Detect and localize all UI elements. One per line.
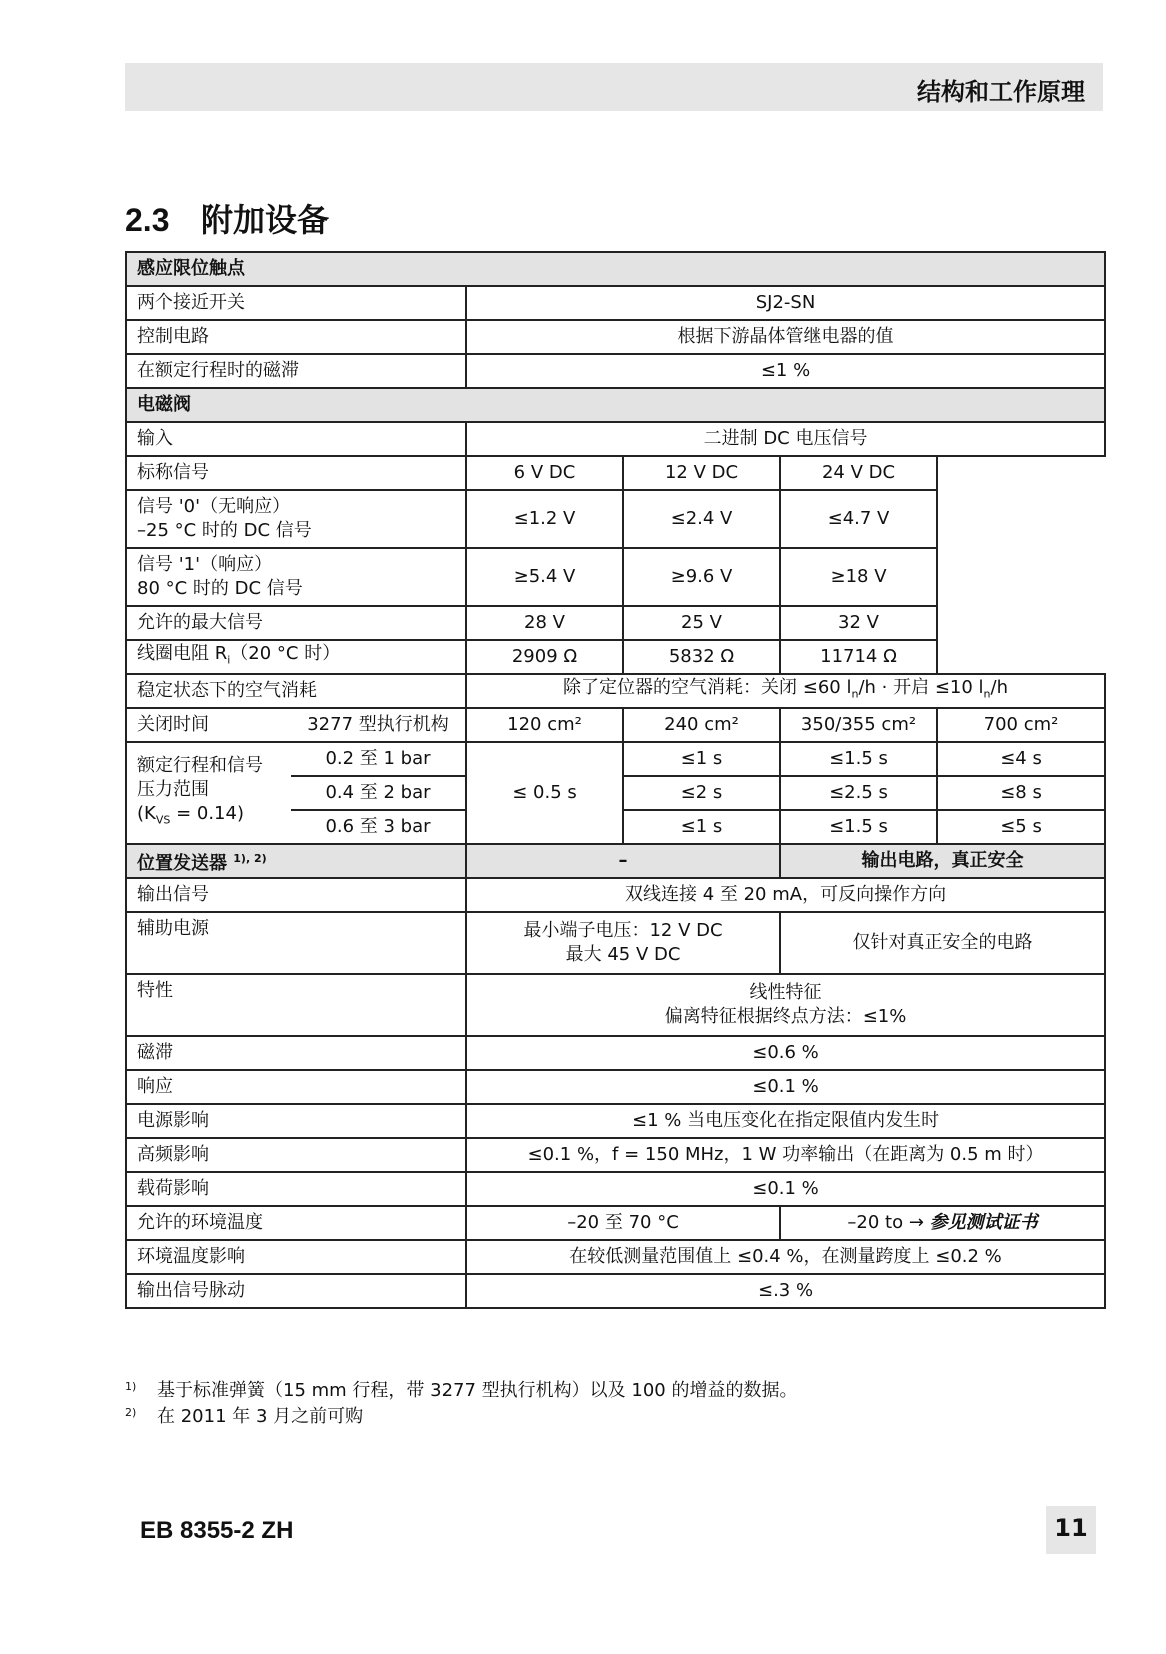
inductive-heading: 感应限位触点	[126, 252, 1105, 286]
aux-label: 辅助电源	[126, 912, 466, 974]
ambinf-label: 环境温度影响	[126, 1240, 466, 1274]
area-value: 350/355 cm²	[780, 708, 937, 742]
table-row	[126, 252, 1105, 286]
nominal-value: 24 V DC	[780, 456, 937, 490]
signal1-label	[126, 548, 466, 606]
control-label: 控制电路	[126, 320, 466, 354]
coil-value: 11714 Ω	[780, 640, 937, 674]
blank-cell	[937, 456, 1105, 674]
control-value: 根据下游晶体管继电器的值	[466, 320, 1105, 354]
nominal-value: 6 V DC	[466, 456, 623, 490]
range-value: 0.6 至 3 bar	[290, 810, 466, 844]
table-row	[126, 1036, 1105, 1070]
header-title: 结构和工作原理	[917, 78, 1085, 106]
transmitter-heading: 位置发送器 $^{1), 2)}$	[126, 844, 466, 878]
signal0-value: ≤2.4 V	[623, 490, 780, 548]
power-value: ≤1 % 当电压变化在指定限值内发生时	[466, 1104, 1105, 1138]
page-number-box	[1046, 1506, 1096, 1554]
resp-label: 响应	[126, 1070, 466, 1104]
spec-table	[125, 251, 1106, 1309]
amb-value-safe: –20 to → 参见测试证书	[780, 1206, 1105, 1240]
table-row	[126, 674, 1105, 708]
time-value: ≤1.5 s	[780, 742, 937, 776]
proximity-label: 两个接近开关	[126, 286, 466, 320]
rated-label: 额定行程和信号 压力范围 $(K_{VS} = 0.14)$	[126, 742, 290, 844]
char-label: 特性	[126, 974, 466, 1036]
range-value: 0.2 至 1 bar	[290, 742, 466, 776]
coil-value: 2909 Ω	[466, 640, 623, 674]
actuator-label: 3277 型执行机构	[290, 708, 466, 742]
hysteresis-label: 在额定行程时的磁滞	[126, 354, 466, 388]
table-row	[126, 456, 1105, 490]
hysteresis-value: ≤1 %	[466, 354, 1105, 388]
signal1-value: ≥9.6 V	[623, 548, 780, 606]
area-value: 120 cm²	[466, 708, 623, 742]
area-value: 700 cm²	[937, 708, 1105, 742]
table-row	[126, 388, 1105, 422]
ambinf-value: 在较低测量范围值上 ≤0.4 %，在测量跨度上 ≤0.2 %	[466, 1240, 1105, 1274]
output-value: 双线连接 4 至 20 mA，可反向操作方向	[466, 878, 1105, 912]
merged-time: ≤ 0.5 s	[466, 742, 623, 844]
signal0-line1: 信号 '0'（无响应）	[137, 496, 291, 517]
coil-value: 5832 Ω	[623, 640, 780, 674]
ripple-label: 输出信号脉动	[126, 1274, 466, 1308]
table-row	[126, 974, 1105, 1036]
char-value: 线性特征 偏离特征根据终点方法：≤1%	[466, 974, 1105, 1036]
footer-doc-id: EB 8355-2 ZH	[140, 1517, 294, 1544]
signal1-value: ≥5.4 V	[466, 548, 623, 606]
section-title	[125, 195, 329, 241]
signal0-label	[126, 490, 466, 548]
amb-value: –20 至 70 °C	[466, 1206, 780, 1240]
nominal-label: 标称信号	[126, 456, 466, 490]
max-signal-value: 25 V	[623, 606, 780, 640]
output-label: 输出信号	[126, 878, 466, 912]
time-value: ≤1 s	[623, 810, 780, 844]
resp-value: ≤0.1 %	[466, 1070, 1105, 1104]
section-number: 2.3	[125, 202, 170, 238]
input-value: 二进制 DC 电压信号	[466, 422, 1105, 456]
table-row	[126, 844, 1105, 878]
nominal-value: 12 V DC	[623, 456, 780, 490]
signal0-value: ≤4.7 V	[780, 490, 937, 548]
table-row	[126, 912, 1105, 974]
hf-value: ≤0.1 %，f = 150 MHz，1 W 功率输出（在距离为 0.5 m 时）	[466, 1138, 1105, 1172]
time-value: ≤2 s	[623, 776, 780, 810]
table-row	[126, 1104, 1105, 1138]
table-row	[126, 320, 1105, 354]
footnotes	[125, 1378, 797, 1430]
table-row	[126, 1240, 1105, 1274]
area-value: 240 cm²	[623, 708, 780, 742]
air-label: 稳定状态下的空气消耗	[126, 674, 466, 708]
max-signal-value: 32 V	[780, 606, 937, 640]
footnote: 1) 基于标准弹簧（15 mm 行程，带 3277 型执行机构）以及 100 的增益的数据。	[125, 1380, 798, 1401]
table-row	[126, 1070, 1105, 1104]
table-row	[126, 1206, 1105, 1240]
table-row	[126, 354, 1105, 388]
proximity-value: SJ2-SN	[466, 286, 1105, 320]
signal0-line2: –25 °C 时的 DC 信号	[137, 520, 312, 541]
hyst-label: 磁滞	[126, 1036, 466, 1070]
signal1-line1: 信号 '1'（响应）	[137, 554, 273, 575]
signal0-value: ≤1.2 V	[466, 490, 623, 548]
table-row	[126, 1274, 1105, 1308]
table-row	[126, 1138, 1105, 1172]
time-value: ≤8 s	[937, 776, 1105, 810]
coil-label: 线圈电阻 $R_i(20$ °C 时）	[126, 640, 466, 674]
max-signal-label: 允许的最大信号	[126, 606, 466, 640]
amb-label: 允许的环境温度	[126, 1206, 466, 1240]
hyst-value: ≤0.6 %	[466, 1036, 1105, 1070]
table-row	[126, 286, 1105, 320]
section-title-text: 附加设备	[201, 202, 330, 238]
time-value: ≤5 s	[937, 810, 1105, 844]
transmitter-col-dash: –	[466, 844, 780, 878]
table-row	[126, 742, 1105, 776]
table-row	[126, 878, 1105, 912]
time-value: ≤4 s	[937, 742, 1105, 776]
hf-label: 高频影响	[126, 1138, 466, 1172]
load-value: ≤0.1 %	[466, 1172, 1105, 1206]
table-row	[126, 1172, 1105, 1206]
load-label: 载荷影响	[126, 1172, 466, 1206]
table-row	[126, 708, 1105, 742]
signal1-line2: 80 °C 时的 DC 信号	[137, 578, 303, 599]
max-signal-value: 28 V	[466, 606, 623, 640]
range-value: 0.4 至 2 bar	[290, 776, 466, 810]
ripple-value: ≤.3 %	[466, 1274, 1105, 1308]
time-value: ≤1 s	[623, 742, 780, 776]
footnote: 2) 在 2011 年 3 月之前可购	[125, 1406, 364, 1427]
table-row	[126, 422, 1105, 456]
header-bar	[125, 63, 1103, 111]
power-label: 电源影响	[126, 1104, 466, 1138]
closing-label: 关闭时间	[126, 708, 290, 742]
time-value: ≤1.5 s	[780, 810, 937, 844]
signal1-value: ≥18 V	[780, 548, 937, 606]
input-label: 输入	[126, 422, 466, 456]
transmitter-col-safe: 输出电路，真正安全	[780, 844, 1105, 878]
aux-safe: 仅针对真正安全的电路	[780, 912, 1105, 974]
solenoid-heading: 电磁阀	[126, 388, 1105, 422]
air-value: 除了定位器的空气消耗：关闭 ≤60 $l_n/h$ · 开启 ≤10 $l_n/h$	[466, 674, 1105, 708]
time-value: ≤2.5 s	[780, 776, 937, 810]
page-number: 11	[1054, 1514, 1088, 1542]
aux-value: 最小端子电压：12 V DC 最大 45 V DC	[466, 912, 780, 974]
